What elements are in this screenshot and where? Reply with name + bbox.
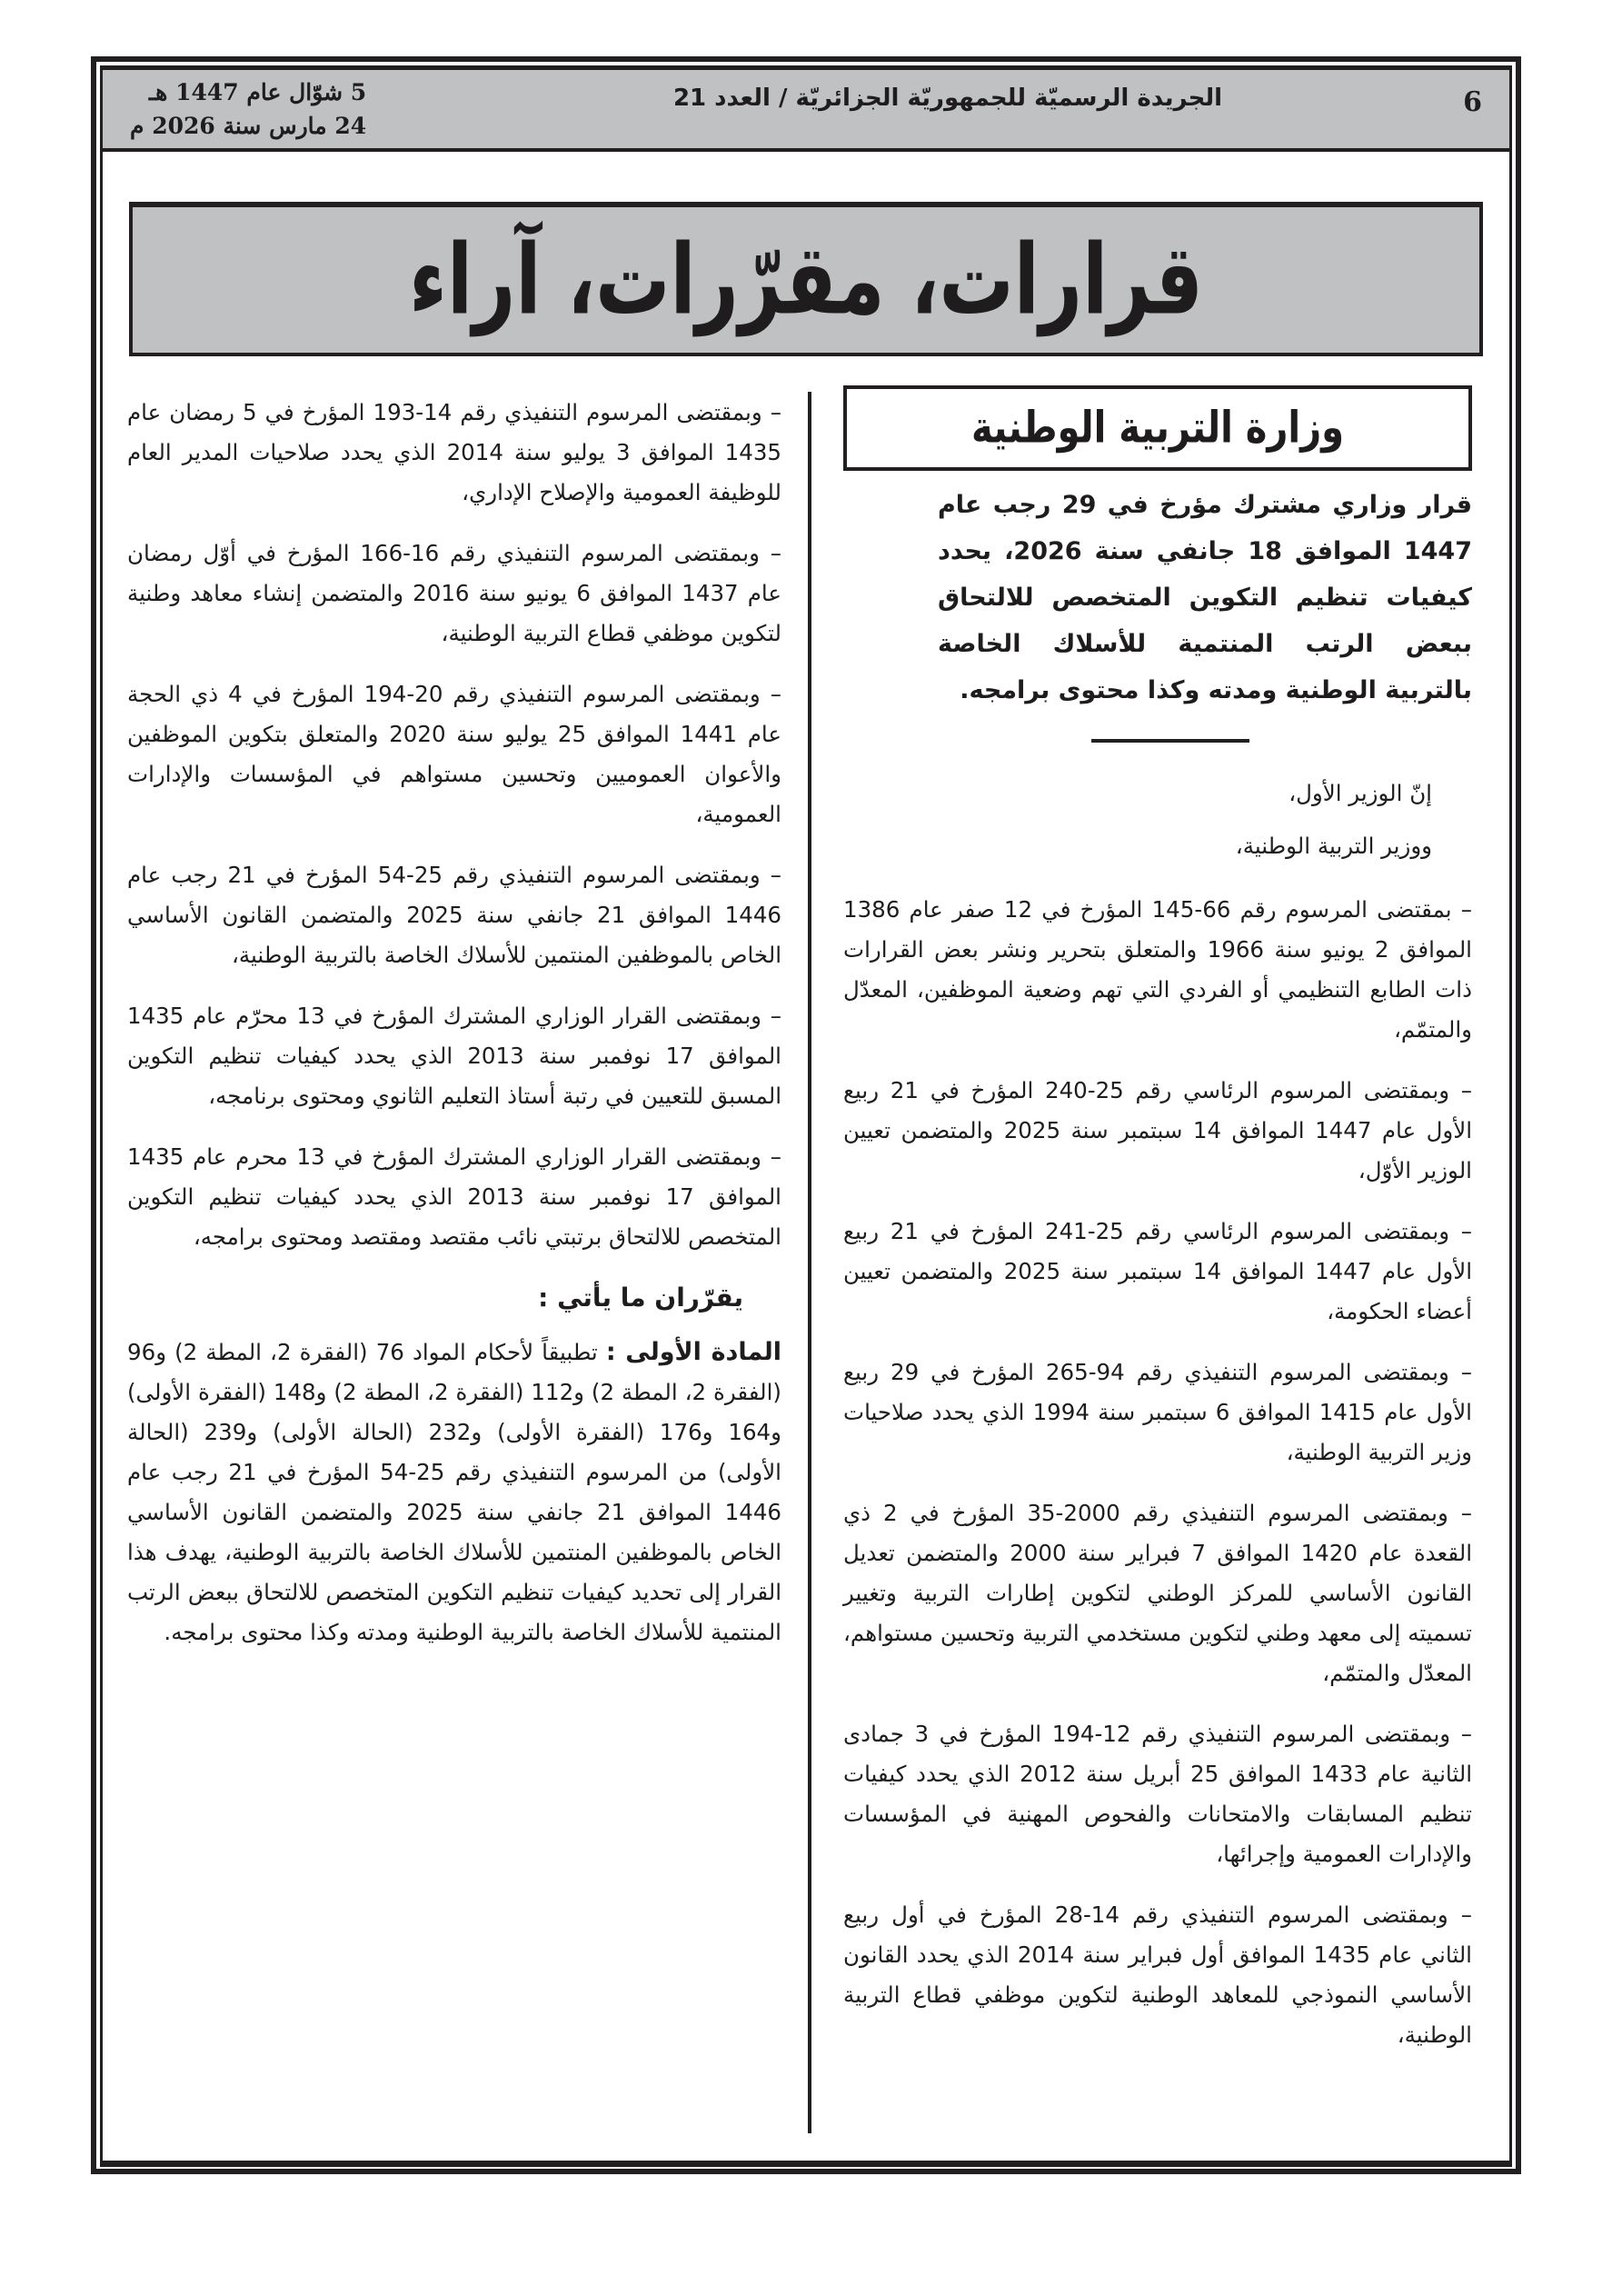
right-column bbox=[843, 385, 1472, 2076]
section-banner bbox=[129, 202, 1483, 356]
article-1-text: تطبيقاً لأحكام المواد 76 (الفقرة 2، المطة 2) و96 (الفقرة 2، المطة 2) و112 (الفقرة 2، المطة 2) و148 (الفقرة الأولى) و164 و176 (الفقرة الأولى) و232 (الحالة الأولى) و239 (الحالة الأولى) من المرسوم التنفيذي رقم 25-54 المؤرخ في 21 رجب عام 1446 الموافق 21 جانفي سنة 2025 والمتضمن القانون الأساسي الخاص بالموظفين المنتمين للأسلاك الخاصة بالتربية الوطنية، يهدف هذا القرار إلى تحديد كيفيات تنظيم التكوين المتخصص للالتحاق ببعض الرتب المنتمية للأسلاك الخاصة بالتربية الوطنية ومدته وكذا محتوى برامجه. bbox=[127, 1339, 781, 1645]
legal-reference: – وبمقتضى المرسوم التنفيذي رقم 12-194 المؤرخ في 3 جمادى الثانية عام 1433 الموافق 25 أبريل سنة 2012 الذي يحدد كيفيات تنظيم المسابقات والامتحانات والفحوص المهنية في المؤسسات والإدارات العمومية وإجرائها، bbox=[843, 1721, 1473, 1867]
running-header bbox=[103, 70, 1509, 152]
article-1 bbox=[127, 1333, 781, 1652]
article-1-label: المادة الأولى : bbox=[605, 1338, 781, 1366]
legal-reference: – وبمقتضى المرسوم التنفيذي رقم 14-28 المؤرخ في أول ربيع الثاني عام 1435 الموافق أول فبراير سنة 2014 الذي يحدد القانون الأساسي النموذجي للمعاهد الوطنية لتكوين موظفي قطاع التربية الوطنية، bbox=[843, 1902, 1472, 2048]
issue-dates bbox=[130, 75, 366, 143]
legal-reference: – وبمقتضى المرسوم الرئاسي رقم 25-240 المؤرخ في 21 ربيع الأول عام 1447 الموافق 14 سبتمبر سنة 2025 والمتضمن تعيين الوزير الأوّل، bbox=[843, 1077, 1473, 1183]
legal-reference: – وبمقتضى المرسوم التنفيذي رقم 25-54 المؤرخ في 21 رجب عام 1446 الموافق 21 جانفي سنة 2025 والمتضمن القانون الأساسي الخاص بالموظفين المنتمين للأسلاك الخاصة بالتربية الوطنية، bbox=[127, 862, 781, 968]
legal-reference: – وبمقتضى المرسوم التنفيذي رقم 14-193 المؤرخ في 5 رمضان عام 1435 الموافق 3 يوليو سنة 2014 الذي يحدد صلاحيات المدير العام للوظيفة العمومية والإصلاح الإداري، bbox=[127, 399, 782, 505]
legal-reference: – وبمقتضى القرار الوزاري المشترك المؤرخ في 13 محرّم عام 1435 الموافق 17 نوفمبر سنة 2013 الذي يحدد كيفيات تنظيم التكوين المسبق للتعيين في رتبة أستاذ التعليم الثانوي ومحتوى برنامجه، bbox=[127, 1003, 781, 1109]
decree-heading: يقرّران ما يأتي : bbox=[538, 1283, 743, 1313]
left-column bbox=[127, 393, 781, 1673]
legal-reference: – وبمقتضى المرسوم التنفيذي رقم 94-265 المؤرخ في 29 ربيع الأول عام 1415 الموافق 6 سبتمبر سنة 1994 الذي يحدد صلاحيات وزير التربية الوطنية، bbox=[843, 1359, 1472, 1465]
opening-line: إنّ الوزير الأول، bbox=[1289, 780, 1432, 806]
legal-reference: – وبمقتضى القرار الوزاري المشترك المؤرخ في 13 محرم عام 1435 الموافق 17 نوفمبر سنة 2013 الذي يحدد كيفيات تنظيم التكوين المتخصص للالتحاق برتبتي نائب مقتصد ومقتصد ومحتوى برامجه، bbox=[127, 1143, 781, 1250]
title-rule bbox=[1091, 739, 1249, 743]
decision-title: قرار وزاري مشترك مؤرخ في 29 رجب عام 1447 الموافق 18 جانفي سنة 2026، يحدد كيفيات تنظيم التكوين المتخصص للالتحاق ببعض الرتب المنتمية للأسلاك الخاصة بالتربية الوطنية ومدته وكذا محتوى برامجه. bbox=[938, 491, 1472, 704]
legal-reference: – وبمقتضى المرسوم التنفيذي رقم 16-166 المؤرخ في أوّل رمضان عام 1437 الموافق 6 يونيو سنة 2016 والمتضمن إنشاء معاهد وطنية لتكوين موظفي قطاع التربية الوطنية، bbox=[127, 540, 782, 646]
ministry-heading-box bbox=[843, 385, 1472, 471]
legal-reference: – وبمقتضى المرسوم التنفيذي رقم 20-194 المؤرخ في 4 ذي الحجة عام 1441 الموافق 25 يوليو سنة 2020 والمتعلق بتكوين الموظفين والأعوان العموميين وتحسين مستواهم في المؤسسات والإدارات العمومية، bbox=[127, 681, 781, 827]
ministry-title: وزارة التربية الوطنية bbox=[970, 403, 1345, 454]
journal-title: الجريدة الرسميّة للجمهوريّة الجزائريّة / العدد 21 bbox=[672, 85, 1223, 112]
column-divider bbox=[808, 392, 811, 2133]
hijri-date: 5 شوّال عام 1447 هـ bbox=[148, 79, 367, 105]
page-number: 6 bbox=[1463, 86, 1482, 118]
legal-reference: – بمقتضى المرسوم رقم 66-145 المؤرخ في 12 صفر عام 1386 الموافق 2 يونيو سنة 1966 والمتعلق بتحرير ونشر بعض القرارات ذات الطابع التنظيمي أو الفردي التي تهم وضعية الموظفين، المعدّل والمتمّم، bbox=[843, 896, 1472, 1043]
gregorian-date: 24 مارس سنة 2026 م bbox=[130, 113, 367, 139]
legal-reference: – وبمقتضى المرسوم الرئاسي رقم 25-241 المؤرخ في 21 ربيع الأول عام 1447 الموافق 14 سبتمبر سنة 2025 والمتضمن تعيين أعضاء الحكومة، bbox=[843, 1218, 1473, 1324]
section-title: قرارات، مقرّرات، آراء bbox=[409, 224, 1203, 336]
legal-reference: – وبمقتضى المرسوم التنفيذي رقم 2000-35 المؤرخ في 2 ذي القعدة عام 1420 الموافق 7 فبراير سنة 2000 والمتضمن تعديل القانون الأساسي للمركز الوطني لتكوين إطارات التربية وتغيير تسميته إلى معهد وطني لتكوين مستخدمي التربية وتحسين مستواهم، المعدّل والمتمّم، bbox=[843, 1500, 1473, 1686]
opening-line: ووزير التربية الوطنية، bbox=[1235, 833, 1432, 859]
